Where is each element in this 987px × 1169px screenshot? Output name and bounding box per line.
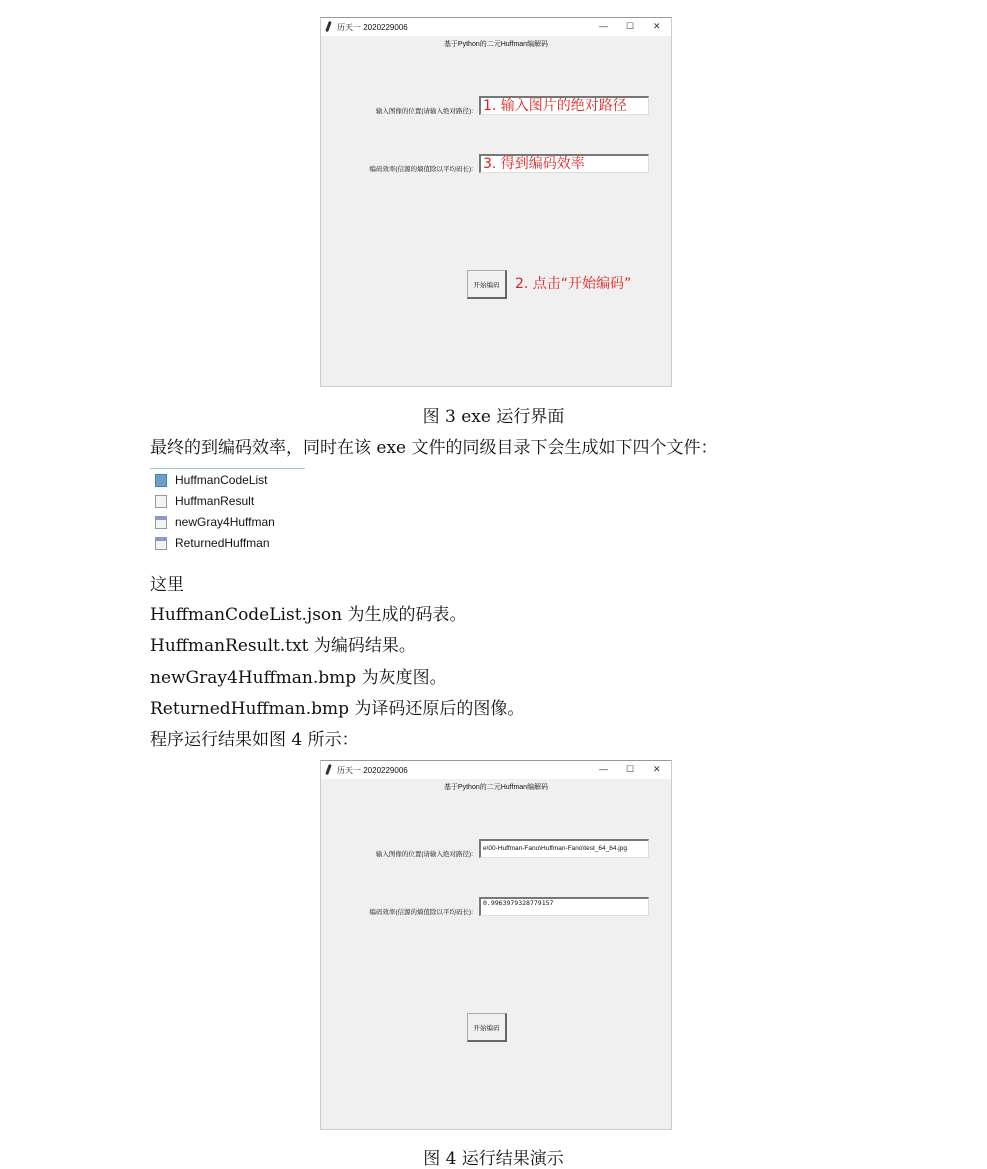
path-input[interactable]: e\00-Huffman-Fano\Huffman-Fano\test_64_64.jpg	[479, 839, 649, 858]
window-title: 历天一 2020229006	[337, 22, 408, 32]
step2-annotation: 2. 点击“开始编码”	[515, 276, 632, 292]
maximize-icon[interactable]: ☐	[626, 21, 635, 31]
maximize-icon[interactable]: ☐	[626, 764, 635, 774]
close-icon[interactable]: ✕	[653, 21, 661, 31]
image-file-icon	[155, 516, 167, 529]
path-input[interactable]: 1. 输入图片的绝对路径	[479, 96, 649, 115]
app-window-figure3	[320, 17, 672, 387]
title-bar	[321, 761, 671, 779]
efficiency-output[interactable]: 3. 得到编码效率	[479, 154, 649, 173]
text-line: newGray4Huffman.bmp 为灰度图。	[150, 668, 447, 688]
efficiency-label: 编码效率(信源的熵值除以平均码长):	[369, 166, 473, 173]
title-bar	[321, 18, 671, 36]
start-encoding-button[interactable]: 开始编码	[467, 1013, 507, 1042]
window-title: 历天一 2020229006	[337, 765, 408, 775]
figure4-caption: 图 4 运行结果演示	[423, 1149, 564, 1169]
text-line: HuffmanCodeList.json 为生成的码表。	[150, 605, 467, 625]
efficiency-label: 编码效率(信源的熵值除以平均码长):	[369, 909, 473, 916]
feather-icon	[325, 764, 332, 775]
feather-icon	[325, 21, 332, 32]
file-item[interactable]: newGray4Huffman	[155, 515, 275, 529]
text-line: 程序运行结果如图 4 所示：	[150, 730, 359, 750]
minimize-icon[interactable]: —	[599, 764, 608, 774]
text-line: ReturnedHuffman.bmp 为译码还原后的图像。	[150, 699, 525, 719]
figure3-caption: 图 3 exe 运行界面	[422, 407, 565, 427]
json-file-icon	[155, 474, 167, 487]
input-label: 输入图像的位置(请输入绝对路径):	[375, 108, 473, 115]
efficiency-output[interactable]: 0.9963979328779157	[479, 897, 649, 916]
text-file-icon	[155, 495, 167, 508]
image-file-icon	[155, 537, 167, 550]
divider	[150, 468, 305, 469]
file-item[interactable]: ReturnedHuffman	[155, 536, 270, 550]
app-window-figure4	[320, 760, 672, 1130]
start-encoding-button[interactable]: 开始编码	[467, 270, 507, 299]
paragraph: 最终的到编码效率，同时在该 exe 文件的同级目录下会生成如下四个文件：	[150, 438, 718, 458]
close-icon[interactable]: ✕	[653, 764, 661, 774]
text-line: HuffmanResult.txt 为编码结果。	[150, 636, 416, 656]
file-item[interactable]: HuffmanCodeList	[155, 473, 268, 487]
minimize-icon[interactable]: —	[599, 21, 608, 31]
app-subtitle: 基于Python的二元Huffman编解码	[443, 784, 549, 791]
input-label: 输入图像的位置(请输入绝对路径):	[375, 851, 473, 858]
app-subtitle: 基于Python的二元Huffman编解码	[443, 41, 549, 48]
file-item[interactable]: HuffmanResult	[155, 494, 254, 508]
text-line: 这里	[150, 575, 184, 595]
